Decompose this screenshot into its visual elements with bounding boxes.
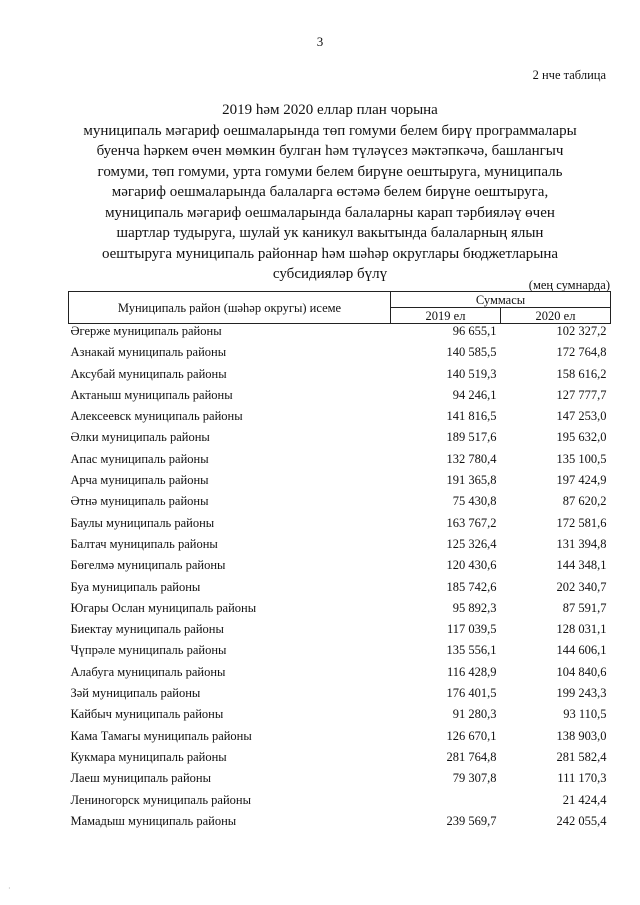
- value-2020-cell: 172 581,6: [556, 515, 607, 530]
- district-name-cell: Кукмара муниципаль районы: [70, 749, 227, 764]
- value-2020-cell: 127 777,7: [556, 387, 607, 402]
- document-heading: [70, 100, 590, 285]
- table-row: [69, 388, 611, 409]
- value-2020-cell: 93 110,5: [563, 707, 607, 722]
- district-name-cell: Кайбыч муниципаль районы: [70, 707, 224, 722]
- value-2020-cell: 144 606,1: [556, 643, 607, 658]
- table-row: [69, 643, 611, 664]
- table-row: [69, 409, 611, 430]
- district-name-cell: Апас муниципаль районы: [70, 451, 209, 466]
- value-2019-cell: 120 430,6: [446, 558, 497, 573]
- value-2019-cell: 135 556,1: [446, 643, 497, 658]
- value-2020-cell: 87 620,2: [562, 494, 607, 509]
- header-district-name: Муниципаль район (шәһәр округы) исеме: [69, 292, 391, 324]
- value-2020-cell: 135 100,5: [556, 451, 607, 466]
- district-name-cell: Югары Ослан муниципаль районы: [70, 600, 257, 615]
- value-2019-cell: 140 585,5: [446, 345, 497, 360]
- district-name-cell: Әлки муниципаль районы: [70, 430, 210, 445]
- heading-line: муниципаль мәгариф оешмаларында төп гомуми белем бирү программалары: [83, 122, 577, 139]
- table-row: [69, 793, 611, 814]
- table-row: [69, 430, 611, 451]
- value-2020-cell: 138 903,0: [556, 728, 607, 743]
- value-2019-cell: 140 519,3: [446, 366, 497, 381]
- table-row: [69, 345, 611, 366]
- table-row: [69, 601, 611, 622]
- district-name-cell: Чүпрәле муниципаль районы: [70, 643, 227, 658]
- value-2020-cell: 281 582,4: [556, 749, 607, 764]
- value-2019-cell: 75 430,8: [452, 494, 497, 509]
- table-row: [69, 537, 611, 558]
- value-2019-cell: 189 517,6: [446, 430, 497, 445]
- district-name-cell: Бөгелмә муниципаль районы: [70, 558, 226, 573]
- value-2020-cell: 242 055,4: [556, 813, 607, 828]
- table-row: [69, 324, 611, 346]
- table-label: 2 нче таблица: [532, 68, 606, 82]
- value-2020-cell: 128 031,1: [556, 622, 607, 637]
- table-row: [69, 558, 611, 579]
- district-name-cell: Алабуга муниципаль районы: [70, 664, 226, 679]
- table-row: [69, 750, 611, 771]
- value-2019-cell: 185 742,6: [446, 579, 497, 594]
- value-2020-cell: 147 253,0: [556, 409, 607, 424]
- value-2019-cell: 132 780,4: [446, 451, 497, 466]
- value-2019-cell: [391, 793, 501, 814]
- value-2019-cell: 117 039,5: [446, 622, 497, 637]
- page-number: 3: [316, 34, 324, 49]
- heading-line: мәгариф оешмаларында балаларга өстәмә белем бирүне оештыруга,: [111, 184, 549, 200]
- district-name-cell: Буа муниципаль районы: [70, 579, 201, 594]
- table-row: [69, 367, 611, 388]
- header-year-2020: 2020 ел: [501, 308, 611, 324]
- header-sums: Суммасы: [391, 292, 611, 308]
- table-row: [69, 580, 611, 601]
- table-row: [69, 814, 611, 835]
- value-2020-cell: 199 243,3: [556, 686, 607, 701]
- district-name-cell: Кама Тамагы муниципаль районы: [70, 728, 252, 743]
- heading-line: шартлар тудыруга, шулай ук каникул вакытында балаларның ялын: [116, 225, 544, 241]
- header-year-2019: 2019 ел: [391, 308, 501, 324]
- value-2019-cell: 239 569,7: [446, 813, 497, 828]
- value-2019-cell: 116 428,9: [446, 664, 497, 679]
- value-2020-cell: 195 632,0: [556, 430, 607, 445]
- district-name-cell: Алексеевск муниципаль районы: [70, 409, 243, 424]
- heading-line: 2019 һәм 2020 еллар план чорына: [222, 102, 438, 118]
- district-name-cell: Лениногорск муниципаль районы: [70, 792, 251, 807]
- heading-line: буенча һәркем өчен мөмкин булган һәм түләүсез мәктәпкәчә, башлангыч: [96, 143, 564, 159]
- district-name-cell: Азнакай муниципаль районы: [70, 345, 227, 360]
- district-name-cell: Балтач муниципаль районы: [70, 536, 218, 551]
- value-2019-cell: 96 655,1: [452, 324, 497, 338]
- value-2020-cell: 144 348,1: [556, 558, 607, 573]
- subsidy-table: [68, 291, 611, 835]
- value-2019-cell: 191 365,8: [446, 473, 497, 488]
- table-row: [69, 494, 611, 515]
- value-2020-cell: 104 840,6: [556, 664, 607, 679]
- district-name-cell: Арча муниципаль районы: [70, 473, 209, 488]
- value-2020-cell: 111 170,3: [557, 771, 607, 786]
- value-2020-cell: 172 764,8: [556, 345, 607, 360]
- table-row: [69, 729, 611, 750]
- table-row: [69, 622, 611, 643]
- district-name-cell: Зәй муниципаль районы: [70, 686, 201, 701]
- district-name-cell: Актаныш муниципаль районы: [70, 387, 233, 402]
- value-2020-cell: 158 616,2: [556, 366, 607, 381]
- value-2019-cell: 95 892,3: [452, 600, 497, 615]
- value-2019-cell: 163 767,2: [446, 515, 497, 530]
- heading-line: субсидияләр бүлү: [272, 266, 388, 282]
- district-name-cell: Баулы муниципаль районы: [70, 515, 215, 530]
- table-row: [69, 771, 611, 792]
- table-body: [69, 324, 611, 836]
- value-2020-cell: 21 424,4: [562, 792, 607, 807]
- district-name-cell: Әгерже муниципаль районы: [70, 324, 222, 338]
- value-2019-cell: 125 326,4: [446, 536, 497, 551]
- value-2020-cell: 87 591,7: [562, 600, 607, 615]
- district-name-cell: Лаеш муниципаль районы: [70, 771, 211, 786]
- value-2020-cell: 197 424,9: [556, 473, 607, 488]
- table-row: [69, 665, 611, 686]
- heading-line: оештыруга муниципаль районнар һәм шәһәр округлары бюджетларына: [101, 245, 559, 262]
- value-2019-cell: 94 246,1: [452, 387, 497, 402]
- value-2019-cell: 141 816,5: [446, 409, 497, 424]
- units-note: (мең сумнарда): [528, 278, 610, 292]
- heading-line: гомуми, төп гомуми, урта гомуми белем бирүне оештыруга, муниципаль: [97, 163, 563, 180]
- value-2019-cell: 176 401,5: [446, 686, 497, 701]
- value-2019-cell: 126 670,1: [446, 728, 497, 743]
- value-2020-cell: 202 340,7: [556, 579, 607, 594]
- value-2019-cell: 91 280,3: [452, 707, 497, 722]
- table-row: [69, 452, 611, 473]
- value-2020-cell: 102 327,2: [556, 324, 607, 338]
- district-name-cell: Аксубай муниципаль районы: [70, 366, 227, 381]
- value-2019-cell: 79 307,8: [452, 771, 497, 786]
- table-row: [69, 707, 611, 728]
- heading-line: муниципаль мәгариф оешмаларында балаларны карап тәрбияләү өчен: [105, 204, 555, 221]
- margin-mark: ·: [8, 884, 11, 893]
- table-row: [69, 516, 611, 537]
- value-2020-cell: 131 394,8: [556, 536, 607, 551]
- table-row: [69, 473, 611, 494]
- table-row: [69, 686, 611, 707]
- value-2019-cell: 281 764,8: [446, 749, 497, 764]
- district-name-cell: Биектау муниципаль районы: [70, 622, 224, 637]
- district-name-cell: Әтнә муниципаль районы: [70, 494, 209, 509]
- district-name-cell: Мамадыш муниципаль районы: [70, 813, 237, 828]
